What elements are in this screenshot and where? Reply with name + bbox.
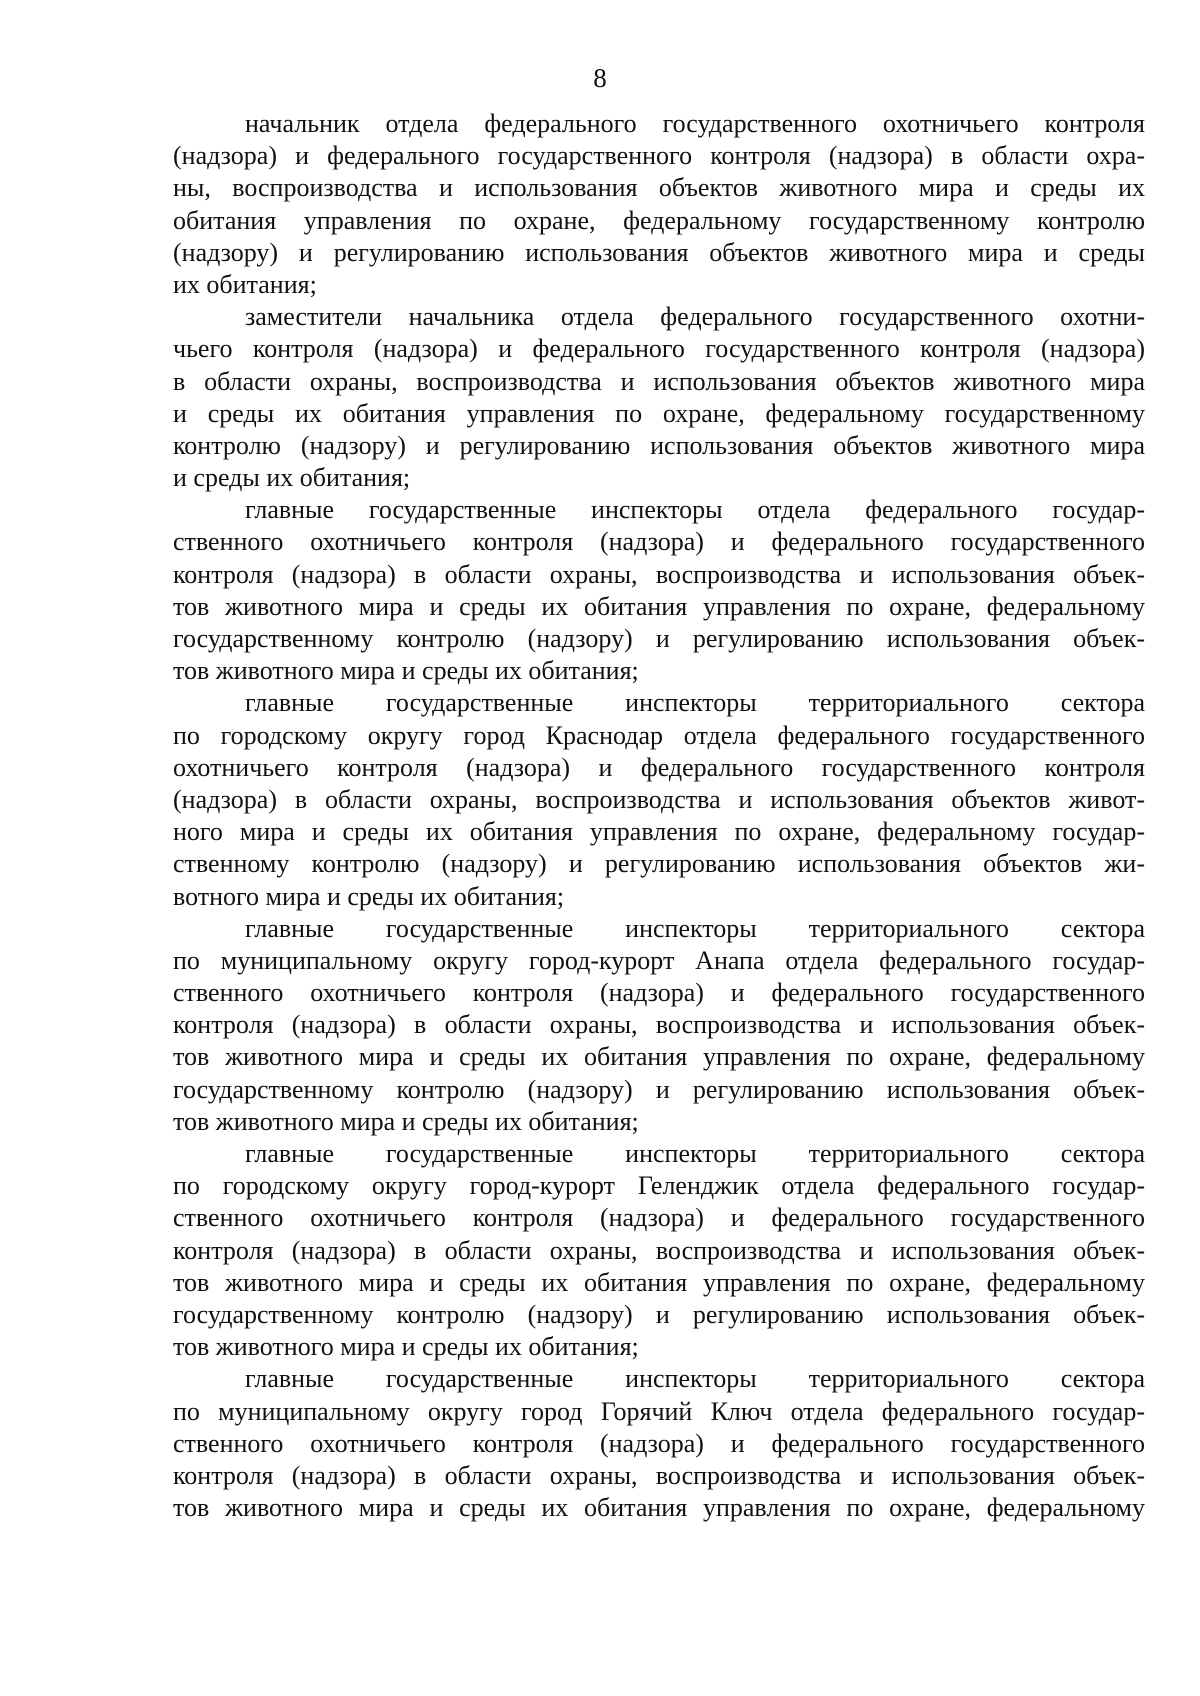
text-line: в области охраны, воспроизводства и использования объектов животного мира — [173, 366, 1145, 396]
text-line: их обитания; — [173, 269, 317, 299]
text-line: по городскому округу город Краснодар отдела федерального государственного — [173, 720, 1145, 750]
text-line: заместители начальника отдела федерального государственного охотни- — [245, 302, 1145, 332]
document-body — [173, 108, 1145, 1524]
text-line: контроля (надзора) в области охраны, воспроизводства и использования объек- — [173, 559, 1145, 589]
text-line: ственного охотничьего контроля (надзора) и федерального государственного — [173, 978, 1145, 1008]
text-line: главные государственные инспекторы территориального сектора — [245, 688, 1145, 718]
paragraph — [173, 913, 1145, 1138]
text-line: охотничьего контроля (надзора) и федерального государственного контроля — [173, 752, 1145, 782]
text-line: ственному контролю (надзору) и регулированию использования объектов жи- — [173, 849, 1145, 879]
text-line: государственному контролю (надзору) и регулированию использования объек- — [173, 1299, 1145, 1329]
text-line: контролю (надзору) и регулированию использования объектов животного мира — [173, 430, 1145, 460]
text-line: ственного охотничьего контроля (надзора) и федерального государственного — [173, 1428, 1145, 1458]
text-line: тов животного мира и среды их обитания управления по охране, федеральному — [173, 1267, 1145, 1297]
paragraph — [173, 1363, 1145, 1524]
text-line: начальник отдела федерального государственного охотничьего контроля — [245, 109, 1145, 138]
text-line: ственного охотничьего контроля (надзора) и федерального государственного — [173, 1203, 1145, 1233]
text-line: ного мира и среды их обитания управления по охране, федеральному государ- — [173, 817, 1145, 847]
text-line: тов животного мира и среды их обитания; — [173, 1332, 639, 1362]
text-line: по муниципальному округу город Горячий Ключ отдела федерального государ- — [173, 1396, 1145, 1426]
text-line: и среды их обитания; — [173, 463, 411, 493]
text-line: государственному контролю (надзору) и регулированию использования объек- — [173, 624, 1145, 653]
text-line: главные государственные инспекторы территориального сектора — [245, 1139, 1145, 1168]
text-line: (надзора) в области охраны, воспроизводства и использования объектов живот- — [173, 784, 1145, 814]
paragraph — [173, 494, 1145, 687]
page-number: 8 — [593, 63, 607, 93]
text-line: государственному контролю (надзору) и регулированию использования объек- — [173, 1074, 1145, 1104]
paragraph — [173, 108, 1145, 301]
text-line: вотного мира и среды их обитания; — [173, 881, 565, 911]
text-line: тов животного мира и среды их обитания; — [173, 1106, 639, 1136]
text-line: тов животного мира и среды их обитания управления по охране, федеральному — [173, 1042, 1145, 1072]
text-line: чьего контроля (надзора) и федерального государственного контроля (надзора) — [173, 334, 1145, 364]
text-line: обитания управления по охране, федеральному государственному контролю — [173, 205, 1145, 235]
paragraph — [173, 301, 1145, 494]
text-line: главные государственные инспекторы отдела федерального государ- — [245, 495, 1145, 525]
text-line: контроля (надзора) в области охраны, воспроизводства и использования объек- — [173, 1235, 1145, 1265]
text-line: ны, воспроизводства и использования объектов животного мира и среды их — [173, 173, 1145, 203]
text-line: тов животного мира и среды их обитания управления по охране, федеральному — [173, 1493, 1145, 1523]
text-line: (надзора) и федерального государственного контроля (надзора) в области охра- — [173, 141, 1145, 171]
text-line: контроля (надзора) в области охраны, воспроизводства и использования объек- — [173, 1010, 1145, 1040]
text-line: по муниципальному округу город-курорт Анапа отдела федерального государ- — [173, 945, 1145, 975]
text-line: тов животного мира и среды их обитания; — [173, 656, 639, 686]
text-line: тов животного мира и среды их обитания управления по охране, федеральному — [173, 591, 1145, 621]
paragraph — [173, 687, 1145, 912]
text-line: и среды их обитания управления по охране, федеральному государственному — [173, 398, 1145, 428]
text-line: ственного охотничьего контроля (надзора) и федерального государственного — [173, 527, 1145, 557]
text-line: (надзору) и регулированию использования объектов животного мира и среды — [173, 237, 1145, 267]
text-line: главные государственные инспекторы территориального сектора — [245, 1364, 1145, 1394]
paragraph — [173, 1138, 1145, 1363]
text-line: главные государственные инспекторы территориального сектора — [245, 913, 1145, 943]
text-line: контроля (надзора) в области охраны, воспроизводства и использования объек- — [173, 1460, 1145, 1490]
text-line: по городскому округу город-курорт Геленджик отдела федерального государ- — [173, 1171, 1145, 1201]
